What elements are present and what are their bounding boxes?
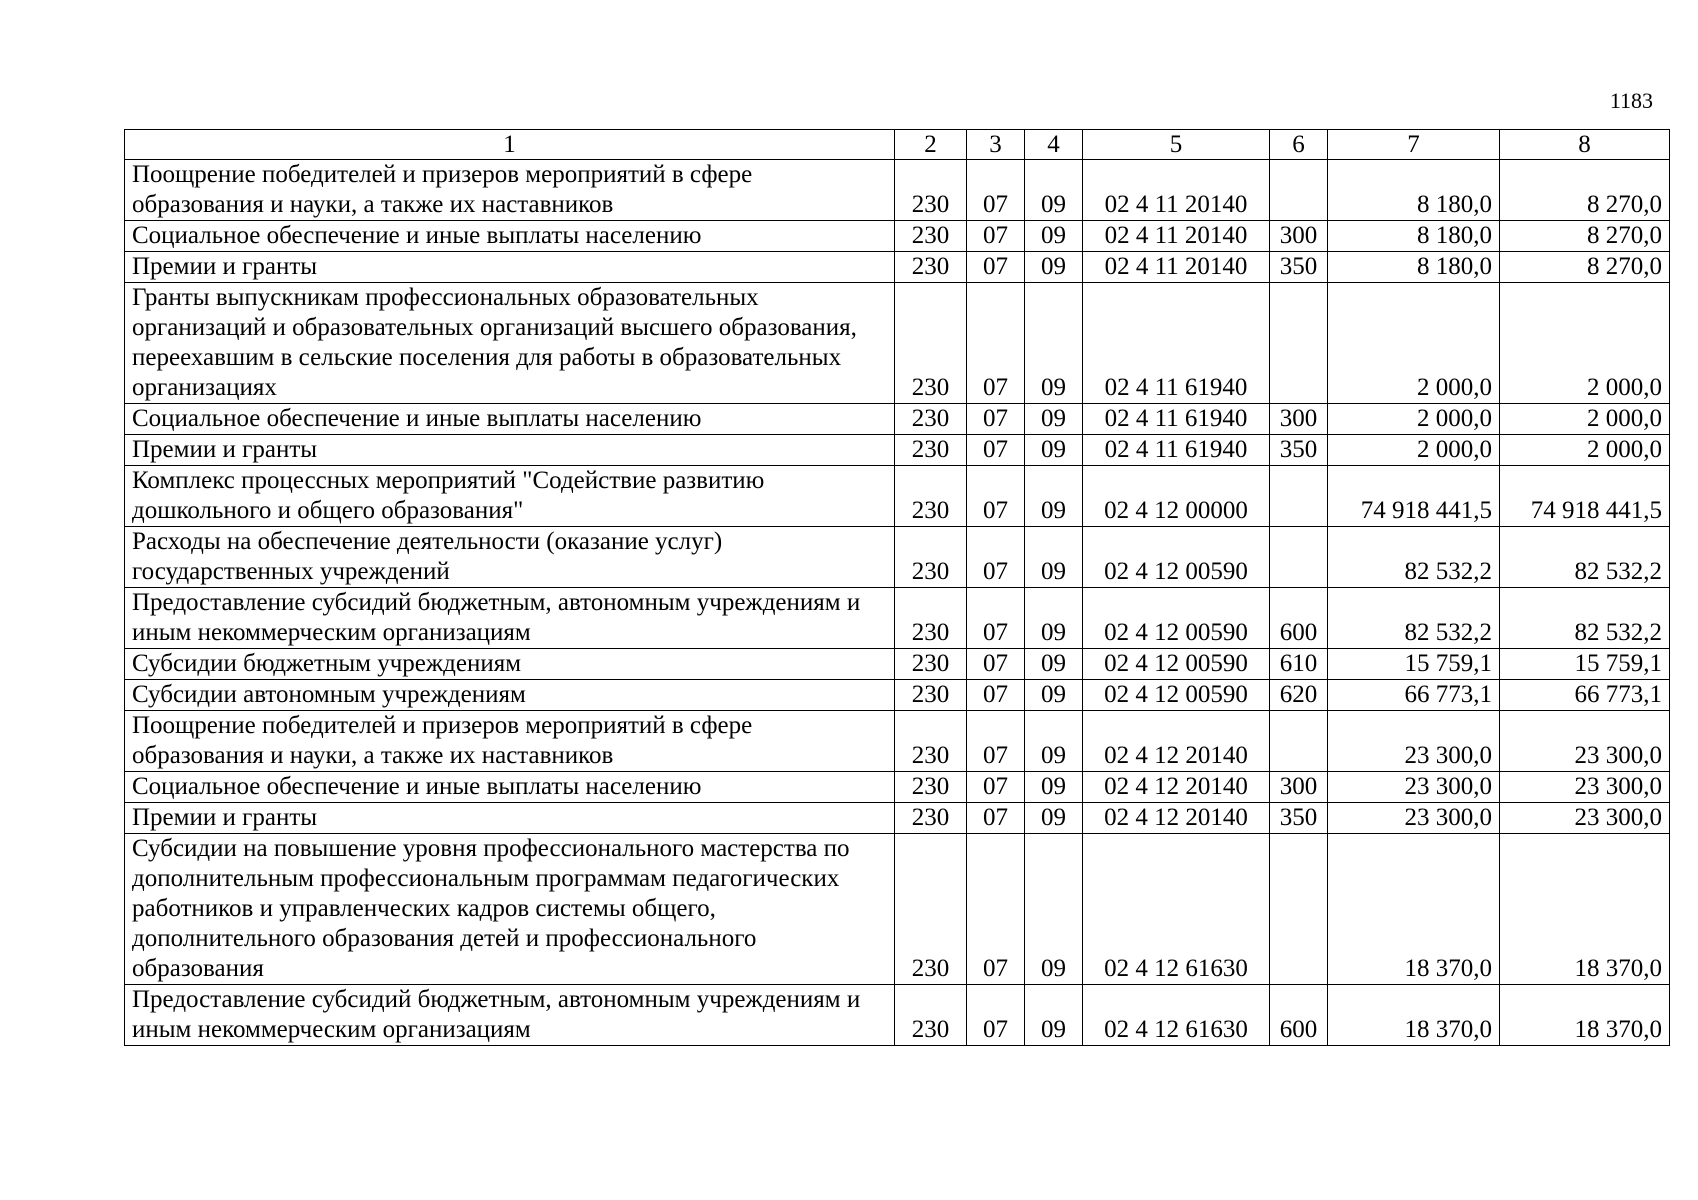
column-header: 8: [1500, 130, 1670, 160]
amount-year-2-cell: 18 370,0: [1500, 985, 1670, 1046]
table-row: [125, 834, 1670, 985]
chapter-code-cell: 230: [895, 680, 967, 711]
table-row: [125, 680, 1670, 711]
amount-year-2-cell: 2 000,0: [1500, 435, 1670, 466]
amount-year-1-cell: 2 000,0: [1328, 283, 1500, 404]
chapter-code-cell: 230: [895, 283, 967, 404]
table-row: [125, 803, 1670, 834]
chapter-code-cell: 230: [895, 527, 967, 588]
item-name-cell: Премии и гранты: [125, 435, 895, 466]
section-code-cell: 07: [967, 160, 1025, 221]
expense-type-code-cell: 300: [1270, 404, 1328, 435]
target-article-code-cell: 02 4 12 20140: [1083, 772, 1270, 803]
amount-year-1-cell: 15 759,1: [1328, 649, 1500, 680]
chapter-code-cell: 230: [895, 772, 967, 803]
item-name-cell: Предоставление субсидий бюджетным, автономным учреждениям и иным некоммерческим организациям: [125, 588, 895, 649]
subsection-code-cell: 09: [1025, 680, 1083, 711]
subsection-code-cell: 09: [1025, 834, 1083, 985]
amount-year-2-cell: 23 300,0: [1500, 711, 1670, 772]
chapter-code-cell: 230: [895, 985, 967, 1046]
amount-year-1-cell: 23 300,0: [1328, 803, 1500, 834]
column-header: 1: [125, 130, 895, 160]
target-article-code-cell: 02 4 12 00000: [1083, 466, 1270, 527]
amount-year-1-cell: 2 000,0: [1328, 435, 1500, 466]
item-name-cell: Социальное обеспечение и иные выплаты населению: [125, 772, 895, 803]
table-row: [125, 772, 1670, 803]
section-code-cell: 07: [967, 711, 1025, 772]
expense-type-code-cell: 350: [1270, 252, 1328, 283]
amount-year-2-cell: 23 300,0: [1500, 772, 1670, 803]
amount-year-2-cell: 2 000,0: [1500, 283, 1670, 404]
item-name-cell: Премии и гранты: [125, 252, 895, 283]
amount-year-1-cell: 74 918 441,5: [1328, 466, 1500, 527]
section-code-cell: 07: [967, 772, 1025, 803]
expense-type-code-cell: 300: [1270, 772, 1328, 803]
table-row: [125, 435, 1670, 466]
amount-year-2-cell: 18 370,0: [1500, 834, 1670, 985]
chapter-code-cell: 230: [895, 252, 967, 283]
section-code-cell: 07: [967, 649, 1025, 680]
expense-type-code-cell: 620: [1270, 680, 1328, 711]
subsection-code-cell: 09: [1025, 588, 1083, 649]
table-row: [125, 711, 1670, 772]
chapter-code-cell: 230: [895, 404, 967, 435]
table-row: [125, 252, 1670, 283]
table-row: [125, 283, 1670, 404]
amount-year-1-cell: 8 180,0: [1328, 252, 1500, 283]
expense-type-code-cell: [1270, 711, 1328, 772]
target-article-code-cell: 02 4 12 00590: [1083, 588, 1270, 649]
amount-year-2-cell: 8 270,0: [1500, 221, 1670, 252]
table-header-row: [125, 130, 1670, 160]
column-header: 4: [1025, 130, 1083, 160]
amount-year-1-cell: 2 000,0: [1328, 404, 1500, 435]
table-row: [125, 160, 1670, 221]
amount-year-1-cell: 8 180,0: [1328, 221, 1500, 252]
subsection-code-cell: 09: [1025, 252, 1083, 283]
item-name-cell: Социальное обеспечение и иные выплаты населению: [125, 404, 895, 435]
amount-year-2-cell: 82 532,2: [1500, 527, 1670, 588]
amount-year-2-cell: 23 300,0: [1500, 803, 1670, 834]
subsection-code-cell: 09: [1025, 466, 1083, 527]
section-code-cell: 07: [967, 834, 1025, 985]
amount-year-1-cell: 23 300,0: [1328, 711, 1500, 772]
table-row: [125, 985, 1670, 1046]
chapter-code-cell: 230: [895, 834, 967, 985]
amount-year-2-cell: 74 918 441,5: [1500, 466, 1670, 527]
section-code-cell: 07: [967, 252, 1025, 283]
expense-type-code-cell: 610: [1270, 649, 1328, 680]
expense-type-code-cell: [1270, 834, 1328, 985]
subsection-code-cell: 09: [1025, 435, 1083, 466]
section-code-cell: 07: [967, 404, 1025, 435]
column-header: 3: [967, 130, 1025, 160]
amount-year-1-cell: 23 300,0: [1328, 772, 1500, 803]
table-row: [125, 404, 1670, 435]
chapter-code-cell: 230: [895, 803, 967, 834]
item-name-cell: Субсидии автономным учреждениям: [125, 680, 895, 711]
expense-type-code-cell: 350: [1270, 803, 1328, 834]
item-name-cell: Социальное обеспечение и иные выплаты населению: [125, 221, 895, 252]
table-row: [125, 527, 1670, 588]
subsection-code-cell: 09: [1025, 803, 1083, 834]
target-article-code-cell: 02 4 12 00590: [1083, 680, 1270, 711]
section-code-cell: 07: [967, 588, 1025, 649]
subsection-code-cell: 09: [1025, 221, 1083, 252]
column-header: 6: [1270, 130, 1328, 160]
target-article-code-cell: 02 4 12 00590: [1083, 527, 1270, 588]
chapter-code-cell: 230: [895, 588, 967, 649]
amount-year-1-cell: 8 180,0: [1328, 160, 1500, 221]
column-header: 2: [895, 130, 967, 160]
target-article-code-cell: 02 4 12 00590: [1083, 649, 1270, 680]
table-row: [125, 221, 1670, 252]
expense-type-code-cell: [1270, 527, 1328, 588]
section-code-cell: 07: [967, 680, 1025, 711]
target-article-code-cell: 02 4 11 61940: [1083, 283, 1270, 404]
subsection-code-cell: 09: [1025, 711, 1083, 772]
section-code-cell: 07: [967, 527, 1025, 588]
target-article-code-cell: 02 4 11 20140: [1083, 252, 1270, 283]
target-article-code-cell: 02 4 12 20140: [1083, 711, 1270, 772]
table-row: [125, 588, 1670, 649]
item-name-cell: Субсидии бюджетным учреждениям: [125, 649, 895, 680]
amount-year-2-cell: 15 759,1: [1500, 649, 1670, 680]
chapter-code-cell: 230: [895, 649, 967, 680]
amount-year-2-cell: 8 270,0: [1500, 160, 1670, 221]
item-name-cell: Расходы на обеспечение деятельности (оказание услуг) государственных учреждений: [125, 527, 895, 588]
target-article-code-cell: 02 4 12 20140: [1083, 803, 1270, 834]
subsection-code-cell: 09: [1025, 160, 1083, 221]
expense-type-code-cell: 600: [1270, 985, 1328, 1046]
column-header: 7: [1328, 130, 1500, 160]
chapter-code-cell: 230: [895, 466, 967, 527]
column-header: 5: [1083, 130, 1270, 160]
section-code-cell: 07: [967, 803, 1025, 834]
amount-year-1-cell: 18 370,0: [1328, 834, 1500, 985]
subsection-code-cell: 09: [1025, 283, 1083, 404]
section-code-cell: 07: [967, 221, 1025, 252]
amount-year-1-cell: 18 370,0: [1328, 985, 1500, 1046]
subsection-code-cell: 09: [1025, 985, 1083, 1046]
amount-year-2-cell: 66 773,1: [1500, 680, 1670, 711]
section-code-cell: 07: [967, 466, 1025, 527]
target-article-code-cell: 02 4 11 20140: [1083, 221, 1270, 252]
chapter-code-cell: 230: [895, 711, 967, 772]
subsection-code-cell: 09: [1025, 649, 1083, 680]
target-article-code-cell: 02 4 11 61940: [1083, 404, 1270, 435]
amount-year-1-cell: 66 773,1: [1328, 680, 1500, 711]
expense-type-code-cell: 300: [1270, 221, 1328, 252]
amount-year-1-cell: 82 532,2: [1328, 527, 1500, 588]
target-article-code-cell: 02 4 11 20140: [1083, 160, 1270, 221]
amount-year-1-cell: 82 532,2: [1328, 588, 1500, 649]
item-name-cell: Комплекс процессных мероприятий "Содействие развитию дошкольного и общего образования": [125, 466, 895, 527]
section-code-cell: 07: [967, 985, 1025, 1046]
item-name-cell: Гранты выпускникам профессиональных образовательных организаций и образовательных организаций высшего образования, переехавшим в сельские поселения для работы в образовательных организациях: [125, 283, 895, 404]
subsection-code-cell: 09: [1025, 772, 1083, 803]
item-name-cell: Поощрение победителей и призеров мероприятий в сфере образования и науки, а также их наставников: [125, 160, 895, 221]
item-name-cell: Поощрение победителей и призеров мероприятий в сфере образования и науки, а также их наставников: [125, 711, 895, 772]
item-name-cell: Премии и гранты: [125, 803, 895, 834]
target-article-code-cell: 02 4 11 61940: [1083, 435, 1270, 466]
table-row: [125, 649, 1670, 680]
expense-type-code-cell: 600: [1270, 588, 1328, 649]
item-name-cell: Субсидии на повышение уровня профессионального мастерства по дополнительным профессиональным программам педагогических работников и управленческих кадров системы общего, дополнительного образования детей и профессионального образования: [125, 834, 895, 985]
table-body: [125, 160, 1670, 1046]
item-name-cell: Предоставление субсидий бюджетным, автономным учреждениям и иным некоммерческим организациям: [125, 985, 895, 1046]
amount-year-2-cell: 2 000,0: [1500, 404, 1670, 435]
table-row: [125, 466, 1670, 527]
budget-table: [124, 129, 1670, 1046]
section-code-cell: 07: [967, 435, 1025, 466]
expense-type-code-cell: [1270, 160, 1328, 221]
subsection-code-cell: 09: [1025, 404, 1083, 435]
chapter-code-cell: 230: [895, 160, 967, 221]
expense-type-code-cell: 350: [1270, 435, 1328, 466]
chapter-code-cell: 230: [895, 221, 967, 252]
chapter-code-cell: 230: [895, 435, 967, 466]
amount-year-2-cell: 8 270,0: [1500, 252, 1670, 283]
page-number: 1183: [1609, 88, 1653, 113]
subsection-code-cell: 09: [1025, 527, 1083, 588]
expense-type-code-cell: [1270, 466, 1328, 527]
target-article-code-cell: 02 4 12 61630: [1083, 985, 1270, 1046]
section-code-cell: 07: [967, 283, 1025, 404]
target-article-code-cell: 02 4 12 61630: [1083, 834, 1270, 985]
amount-year-2-cell: 82 532,2: [1500, 588, 1670, 649]
expense-type-code-cell: [1270, 283, 1328, 404]
